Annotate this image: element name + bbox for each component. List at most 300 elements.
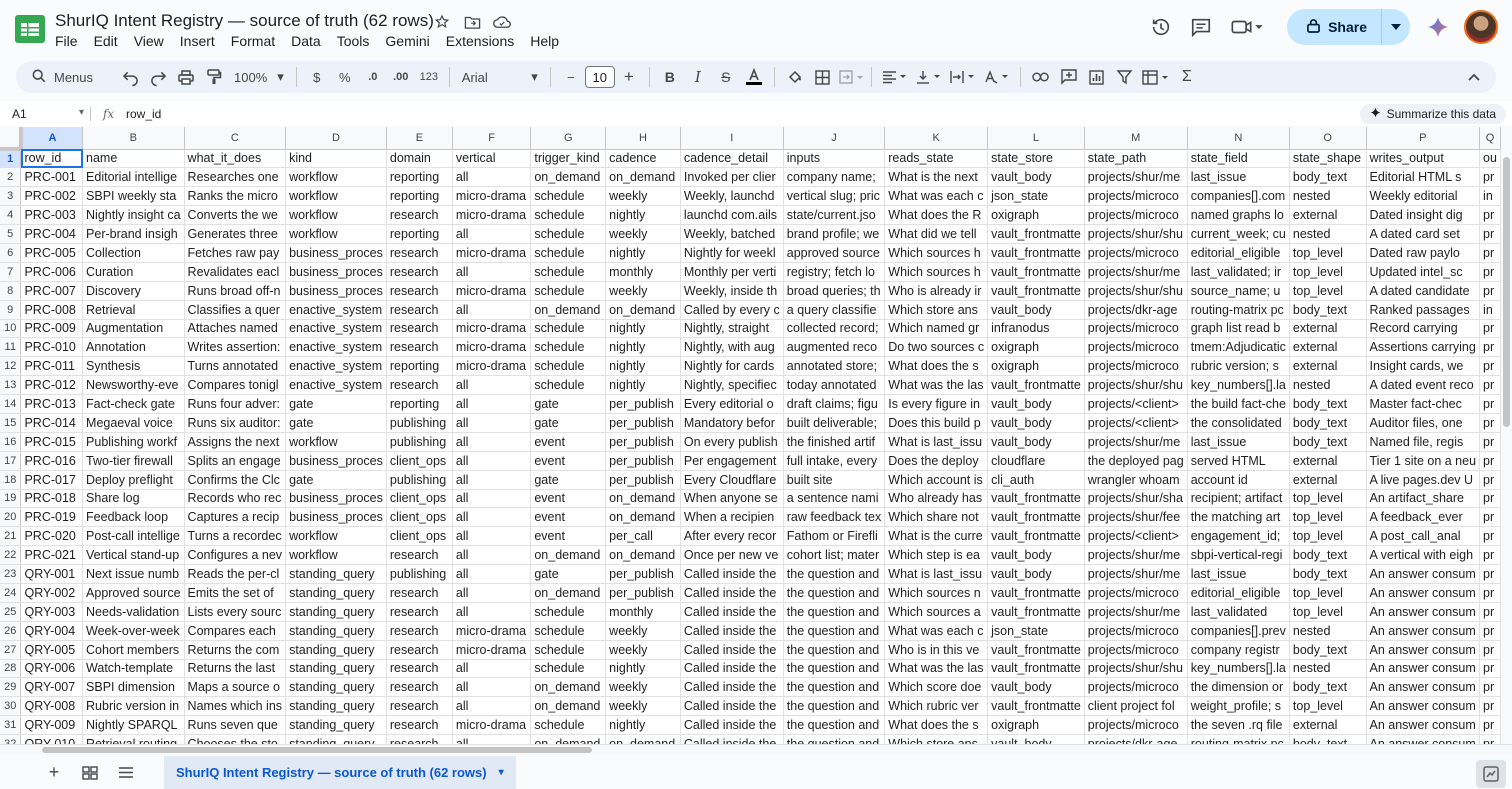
column-header[interactable]: F	[452, 127, 530, 149]
cell[interactable]: micro-drama	[452, 621, 530, 640]
cell[interactable]: vault_body	[988, 395, 1085, 414]
cell[interactable]: schedule	[531, 602, 606, 621]
account-avatar[interactable]	[1464, 10, 1498, 44]
cell[interactable]: Records who rec	[184, 489, 286, 508]
cell[interactable]: client project fol	[1084, 697, 1187, 716]
cell[interactable]: An answer consum	[1366, 602, 1480, 621]
cell[interactable]: Once per new ve	[680, 546, 783, 565]
cell[interactable]: in	[1480, 187, 1501, 206]
cell[interactable]: schedule	[531, 319, 606, 338]
cell[interactable]: Writes assertion:	[184, 338, 286, 357]
cell[interactable]: draft claims; figu	[783, 395, 885, 414]
cell[interactable]: projects/shur/shu	[1084, 659, 1187, 678]
cell[interactable]: vault_frontmatte	[988, 659, 1085, 678]
cell[interactable]: What does the R	[885, 206, 988, 225]
collapse-toolbar-icon[interactable]	[1460, 63, 1488, 91]
cell[interactable]: Which share not	[885, 508, 988, 527]
cell[interactable]: pr	[1480, 243, 1501, 262]
column-header[interactable]: L	[988, 127, 1085, 149]
cell[interactable]: body_text	[1289, 300, 1366, 319]
cell[interactable]: Vertical stand-up	[83, 546, 185, 565]
cell[interactable]: the seven .rq file	[1187, 716, 1289, 735]
cell[interactable]: trigger_kind	[531, 149, 606, 168]
row-header[interactable]: 9	[0, 300, 21, 319]
row-header[interactable]: 19	[0, 489, 21, 508]
cell[interactable]: last_issue	[1187, 565, 1289, 584]
cell[interactable]: external	[1289, 338, 1366, 357]
cell[interactable]: pr	[1480, 583, 1501, 602]
column-header[interactable]: H	[606, 127, 681, 149]
cell[interactable]: weekly	[606, 225, 681, 244]
active-cell[interactable]: row_id	[21, 149, 83, 168]
cell[interactable]: research	[386, 281, 452, 300]
cell[interactable]: brand profile; we	[783, 225, 885, 244]
cell[interactable]: An answer consum	[1366, 583, 1480, 602]
cell[interactable]: schedule	[531, 376, 606, 395]
cell[interactable]: business_proces	[286, 451, 387, 470]
cell[interactable]: workflow	[286, 432, 387, 451]
cell[interactable]: Runs seven que	[184, 716, 286, 735]
cell[interactable]: pr	[1480, 527, 1501, 546]
cell[interactable]: pr	[1480, 338, 1501, 357]
cell[interactable]: the question and	[783, 716, 885, 735]
row-header[interactable]: 20	[0, 508, 21, 527]
insert-link-icon[interactable]	[1027, 63, 1055, 91]
cell[interactable]: vault_frontmatte	[988, 602, 1085, 621]
cell[interactable]: the finished artif	[783, 432, 885, 451]
cell[interactable]: schedule	[531, 262, 606, 281]
cell[interactable]: client_ops	[386, 508, 452, 527]
cell[interactable]: vault_frontmatte	[988, 527, 1085, 546]
cell[interactable]: vertical slug; pric	[783, 187, 885, 206]
cell[interactable]: Weekly editorial	[1366, 187, 1480, 206]
cell[interactable]: json_state	[988, 187, 1085, 206]
cell[interactable]: projects/shur/shu	[1084, 281, 1187, 300]
text-color-icon[interactable]	[740, 63, 768, 91]
cell[interactable]: Is every figure in	[885, 395, 988, 414]
cell[interactable]: pr	[1480, 546, 1501, 565]
cell[interactable]: What was each c	[885, 621, 988, 640]
cell[interactable]: pr	[1480, 262, 1501, 281]
cell[interactable]: per_publish	[606, 470, 681, 489]
cell[interactable]: external	[1289, 357, 1366, 376]
cell[interactable]: A dated event reco	[1366, 376, 1480, 395]
cell[interactable]: workflow	[286, 206, 387, 225]
cell[interactable]: PRC-014	[21, 413, 83, 432]
cell[interactable]: body_text	[1289, 546, 1366, 565]
cell[interactable]: projects/microco	[1084, 338, 1187, 357]
cell[interactable]: research	[386, 546, 452, 565]
cell[interactable]: last_validated	[1187, 602, 1289, 621]
cell[interactable]: projects/shur/me	[1084, 546, 1187, 565]
cell[interactable]: full intake, every	[783, 451, 885, 470]
menu-edit[interactable]: Edit	[93, 33, 118, 49]
cell[interactable]: projects/microco	[1084, 621, 1187, 640]
cell[interactable]: PRC-001	[21, 168, 83, 187]
menu-insert[interactable]: Insert	[179, 33, 215, 49]
column-header[interactable]: C	[184, 127, 286, 149]
cell[interactable]: projects/microco	[1084, 319, 1187, 338]
row-header[interactable]: 27	[0, 640, 21, 659]
cell[interactable]: the matching art	[1187, 508, 1289, 527]
cell[interactable]: Nightly SPARQL	[83, 716, 185, 735]
text-wrapping-icon[interactable]	[946, 63, 980, 91]
cell[interactable]: QRY-008	[21, 697, 83, 716]
cell[interactable]: Megaeval voice	[83, 413, 185, 432]
cell[interactable]: PRC-017	[21, 470, 83, 489]
cell[interactable]: After every recor	[680, 527, 783, 546]
cell[interactable]: research	[386, 262, 452, 281]
column-header[interactable]: E	[386, 127, 452, 149]
row-header[interactable]: 28	[0, 659, 21, 678]
cell[interactable]: nested	[1289, 376, 1366, 395]
cell[interactable]: Names which ins	[184, 697, 286, 716]
cell[interactable]: nightly	[606, 319, 681, 338]
cell[interactable]: cadence_detail	[680, 149, 783, 168]
cell[interactable]: PRC-004	[21, 225, 83, 244]
cell[interactable]: Called by every c	[680, 300, 783, 319]
cell[interactable]: research	[386, 602, 452, 621]
cell[interactable]: Curation	[83, 262, 185, 281]
cell[interactable]: on_demand	[606, 168, 681, 187]
cell[interactable]: QRY-001	[21, 565, 83, 584]
cell[interactable]: Cohort members	[83, 640, 185, 659]
cell[interactable]: nightly	[606, 338, 681, 357]
cell[interactable]: PRC-007	[21, 281, 83, 300]
cell[interactable]: gate	[531, 413, 606, 432]
cell[interactable]: vault_frontmatte	[988, 262, 1085, 281]
cell[interactable]: vault_body	[988, 300, 1085, 319]
cell[interactable]: Ranks the micro	[184, 187, 286, 206]
cell[interactable]: research	[386, 697, 452, 716]
menu-gemini[interactable]: Gemini	[385, 33, 430, 49]
cell[interactable]: PRC-021	[21, 546, 83, 565]
cell[interactable]: cadence	[606, 149, 681, 168]
row-header[interactable]: 30	[0, 697, 21, 716]
cell[interactable]: What was the las	[885, 659, 988, 678]
row-header[interactable]: 4	[0, 206, 21, 225]
cell[interactable]: nightly	[606, 206, 681, 225]
cell[interactable]: business_proces	[286, 489, 387, 508]
column-header[interactable]: D	[286, 127, 387, 149]
row-header[interactable]: 13	[0, 376, 21, 395]
cell[interactable]: Attaches named	[184, 319, 286, 338]
row-header[interactable]: 15	[0, 413, 21, 432]
cell[interactable]: vault_frontmatte	[988, 508, 1085, 527]
cell[interactable]: pr	[1480, 281, 1501, 300]
cell[interactable]: PRC-020	[21, 527, 83, 546]
cell[interactable]: projects/shur/me	[1084, 432, 1187, 451]
cell[interactable]: body_text	[1289, 413, 1366, 432]
cell[interactable]: inputs	[783, 149, 885, 168]
cell[interactable]: pr	[1480, 225, 1501, 244]
cell[interactable]: schedule	[531, 716, 606, 735]
cell[interactable]: pr	[1480, 395, 1501, 414]
font-select[interactable]	[456, 69, 544, 85]
cell[interactable]: projects/shur/me	[1084, 565, 1187, 584]
cell[interactable]: Called inside the	[680, 640, 783, 659]
row-header[interactable]: 26	[0, 621, 21, 640]
cell[interactable]: weekly	[606, 697, 681, 716]
cell[interactable]: top_level	[1289, 489, 1366, 508]
cell[interactable]: vault_body	[988, 678, 1085, 697]
cell[interactable]: projects/microco	[1084, 640, 1187, 659]
cell[interactable]: SBPI dimension	[83, 678, 185, 697]
cell[interactable]: oxigraph	[988, 206, 1085, 225]
cell[interactable]: pr	[1480, 508, 1501, 527]
cell[interactable]: Runs six auditor:	[184, 413, 286, 432]
cell[interactable]: served HTML	[1187, 451, 1289, 470]
cell[interactable]: projects/shur/fee	[1084, 508, 1187, 527]
cell[interactable]: PRC-011	[21, 357, 83, 376]
row-header[interactable]: 1	[0, 149, 21, 168]
cell[interactable]: Compares tonigl	[184, 376, 286, 395]
cell[interactable]: pr	[1480, 376, 1501, 395]
cell[interactable]: a query classifie	[783, 300, 885, 319]
column-header[interactable]: J	[783, 127, 885, 149]
cell[interactable]: Which account is	[885, 470, 988, 489]
cell[interactable]: enactive_system	[286, 338, 387, 357]
cell[interactable]: An answer consum	[1366, 640, 1480, 659]
cell[interactable]: vault_frontmatte	[988, 376, 1085, 395]
insert-chart-icon[interactable]	[1083, 63, 1111, 91]
cell[interactable]: standing_query	[286, 565, 387, 584]
move-folder-icon[interactable]	[462, 12, 482, 32]
cell[interactable]: Weekly, launchd	[680, 187, 783, 206]
share-dropdown-icon[interactable]	[1382, 9, 1410, 45]
vertical-scroll-thumb[interactable]	[1503, 157, 1510, 427]
cell[interactable]: projects/shur/shu	[1084, 225, 1187, 244]
row-header[interactable]: 3	[0, 187, 21, 206]
cell[interactable]: PRC-018	[21, 489, 83, 508]
cell[interactable]: on_demand	[531, 546, 606, 565]
cell[interactable]: gate	[286, 470, 387, 489]
cell[interactable]: Turns annotated	[184, 357, 286, 376]
cell[interactable]: last_issue	[1187, 168, 1289, 187]
cell[interactable]: on_demand	[531, 168, 606, 187]
decrease-decimal-button[interactable]: .0	[368, 71, 378, 83]
cell[interactable]: publishing	[386, 470, 452, 489]
cell[interactable]: schedule	[531, 243, 606, 262]
cell[interactable]: pr	[1480, 565, 1501, 584]
cell[interactable]: per_call	[606, 527, 681, 546]
cell[interactable]: on_demand	[531, 583, 606, 602]
menus-search[interactable]	[24, 69, 116, 86]
cell[interactable]: micro-drama	[452, 187, 530, 206]
row-header[interactable]: 14	[0, 395, 21, 414]
cell[interactable]: gate	[531, 565, 606, 584]
cell[interactable]: top_level	[1289, 508, 1366, 527]
cell[interactable]: nested	[1289, 225, 1366, 244]
cell[interactable]: Assertions carrying	[1366, 338, 1480, 357]
cell[interactable]: Watch-template	[83, 659, 185, 678]
cell[interactable]: event	[531, 489, 606, 508]
cell[interactable]: Tier 1 site on a neu	[1366, 451, 1480, 470]
cell[interactable]: reporting	[386, 187, 452, 206]
cell[interactable]: QRY-009	[21, 716, 83, 735]
cell[interactable]: reporting	[386, 395, 452, 414]
cell[interactable]: per_publish	[606, 395, 681, 414]
cell[interactable]: What is the next	[885, 168, 988, 187]
cell[interactable]: on_demand	[531, 697, 606, 716]
increase-font-size-icon[interactable]: +	[623, 67, 634, 86]
cell[interactable]: standing_query	[286, 602, 387, 621]
cell[interactable]: Rubric version in	[83, 697, 185, 716]
cell[interactable]: event	[531, 508, 606, 527]
cell[interactable]: QRY-002	[21, 583, 83, 602]
cell[interactable]: projects/microco	[1084, 187, 1187, 206]
cell[interactable]: Dated insight dig	[1366, 206, 1480, 225]
summarize-data-button[interactable]	[1360, 104, 1506, 124]
cell[interactable]: PRC-015	[21, 432, 83, 451]
cell[interactable]: An artifact_share	[1366, 489, 1480, 508]
cell[interactable]: Lists every sourc	[184, 602, 286, 621]
version-history-icon[interactable]	[1141, 8, 1181, 46]
cell[interactable]: Post-call intellige	[83, 527, 185, 546]
cell[interactable]: standing_query	[286, 678, 387, 697]
cell[interactable]: body_text	[1289, 168, 1366, 187]
cell[interactable]: research	[386, 243, 452, 262]
cell[interactable]: Editorial HTML s	[1366, 168, 1480, 187]
cell[interactable]: PRC-012	[21, 376, 83, 395]
cell[interactable]: A feedback_ever	[1366, 508, 1480, 527]
cell[interactable]: projects/microco	[1084, 243, 1187, 262]
cell[interactable]: pr	[1480, 602, 1501, 621]
borders-icon[interactable]	[809, 63, 837, 91]
cell[interactable]: A dated card set	[1366, 225, 1480, 244]
cell[interactable]: Called inside the	[680, 602, 783, 621]
cell[interactable]: body_text	[1289, 432, 1366, 451]
cell[interactable]: external	[1289, 206, 1366, 225]
explore-icon[interactable]	[1476, 760, 1506, 788]
cell[interactable]: standing_query	[286, 716, 387, 735]
cell[interactable]: Emits the set of	[184, 583, 286, 602]
cell[interactable]: engagement_id;	[1187, 527, 1289, 546]
cell[interactable]: infranodus	[988, 319, 1085, 338]
row-header[interactable]: 29	[0, 678, 21, 697]
column-header[interactable]: G	[531, 127, 606, 149]
vertical-align-icon[interactable]	[912, 63, 946, 91]
column-header[interactable]: N	[1187, 127, 1289, 149]
cell[interactable]: source_name; u	[1187, 281, 1289, 300]
fill-color-icon[interactable]	[781, 63, 809, 91]
cell[interactable]: schedule	[531, 338, 606, 357]
menu-help[interactable]: Help	[530, 33, 560, 49]
cell[interactable]: PRC-003	[21, 206, 83, 225]
cell[interactable]: micro-drama	[452, 716, 530, 735]
cell[interactable]: Called inside the	[680, 621, 783, 640]
cell[interactable]: Deploy preflight	[83, 470, 185, 489]
cell[interactable]: json_state	[988, 621, 1085, 640]
cell[interactable]: weekly	[606, 640, 681, 659]
cell[interactable]: state_shape	[1289, 149, 1366, 168]
row-header[interactable]: 10	[0, 319, 21, 338]
cell[interactable]: A vertical with eigh	[1366, 546, 1480, 565]
cell[interactable]: standing_query	[286, 659, 387, 678]
cell[interactable]: wrangler whoam	[1084, 470, 1187, 489]
cell[interactable]: client_ops	[386, 527, 452, 546]
cell[interactable]: Called inside the	[680, 565, 783, 584]
cell[interactable]: Nightly, with aug	[680, 338, 783, 357]
cell[interactable]: Master fact-chec	[1366, 395, 1480, 414]
cell[interactable]: name	[83, 149, 185, 168]
cell[interactable]: Nightly, straight	[680, 319, 783, 338]
cell[interactable]: nightly	[606, 376, 681, 395]
cell[interactable]: pr	[1480, 621, 1501, 640]
cell[interactable]: Turns a recordec	[184, 527, 286, 546]
cell[interactable]: nightly	[606, 357, 681, 376]
cell[interactable]: An answer consum	[1366, 697, 1480, 716]
cell[interactable]: event	[531, 451, 606, 470]
cell[interactable]: on_demand	[606, 300, 681, 319]
cell[interactable]: all	[452, 659, 530, 678]
cell[interactable]: When anyone se	[680, 489, 783, 508]
cell[interactable]: micro-drama	[452, 281, 530, 300]
cell[interactable]: event	[531, 432, 606, 451]
row-header[interactable]: 23	[0, 565, 21, 584]
menu-format[interactable]: Format	[230, 33, 276, 49]
cell[interactable]: top_level	[1289, 602, 1366, 621]
cell[interactable]: editorial_eligible	[1187, 583, 1289, 602]
cell[interactable]: vault_body	[988, 546, 1085, 565]
zoom-select[interactable]	[228, 69, 290, 85]
cell[interactable]: research	[386, 621, 452, 640]
cell[interactable]: What is the curre	[885, 527, 988, 546]
row-header[interactable]: 22	[0, 546, 21, 565]
cell[interactable]: business_proces	[286, 262, 387, 281]
cell[interactable]: top_level	[1289, 243, 1366, 262]
cell[interactable]: account id	[1187, 470, 1289, 489]
cell[interactable]: Converts the we	[184, 206, 286, 225]
more-formats-button[interactable]: 123	[419, 71, 438, 83]
menu-view[interactable]: View	[133, 33, 164, 49]
cell[interactable]: body_text	[1289, 640, 1366, 659]
cell[interactable]: on_demand	[531, 300, 606, 319]
cell[interactable]: weight_profile; s	[1187, 697, 1289, 716]
cell[interactable]: vault_frontmatte	[988, 583, 1085, 602]
cell[interactable]: publishing	[386, 432, 452, 451]
cell[interactable]: pr	[1480, 716, 1501, 735]
column-header[interactable]: I	[680, 127, 783, 149]
cell[interactable]: client_ops	[386, 451, 452, 470]
cell[interactable]: Do two sources c	[885, 338, 988, 357]
cell[interactable]: Record carrying	[1366, 319, 1480, 338]
cell[interactable]: the question and	[783, 640, 885, 659]
row-header[interactable]: 11	[0, 338, 21, 357]
cell[interactable]: the dimension or	[1187, 678, 1289, 697]
cell[interactable]: all	[452, 225, 530, 244]
cell[interactable]: gate	[531, 470, 606, 489]
cell[interactable]: PRC-016	[21, 451, 83, 470]
cell[interactable]: Assigns the next	[184, 432, 286, 451]
cell[interactable]: research	[386, 300, 452, 319]
cell[interactable]: projects/<client>	[1084, 395, 1187, 414]
cell[interactable]: Weekly, inside th	[680, 281, 783, 300]
cell[interactable]: gate	[286, 413, 387, 432]
cell[interactable]: Discovery	[83, 281, 185, 300]
cell[interactable]: QRY-003	[21, 602, 83, 621]
cell[interactable]: gate	[286, 395, 387, 414]
cell[interactable]: micro-drama	[452, 319, 530, 338]
cell[interactable]: An answer consum	[1366, 565, 1480, 584]
cell[interactable]: all	[452, 583, 530, 602]
font-size-input[interactable]: 10	[585, 66, 615, 88]
cell[interactable]: pr	[1480, 697, 1501, 716]
redo-icon[interactable]	[144, 63, 172, 91]
cell[interactable]: client_ops	[386, 489, 452, 508]
cell[interactable]: named graphs lo	[1187, 206, 1289, 225]
cell[interactable]: per_publish	[606, 451, 681, 470]
